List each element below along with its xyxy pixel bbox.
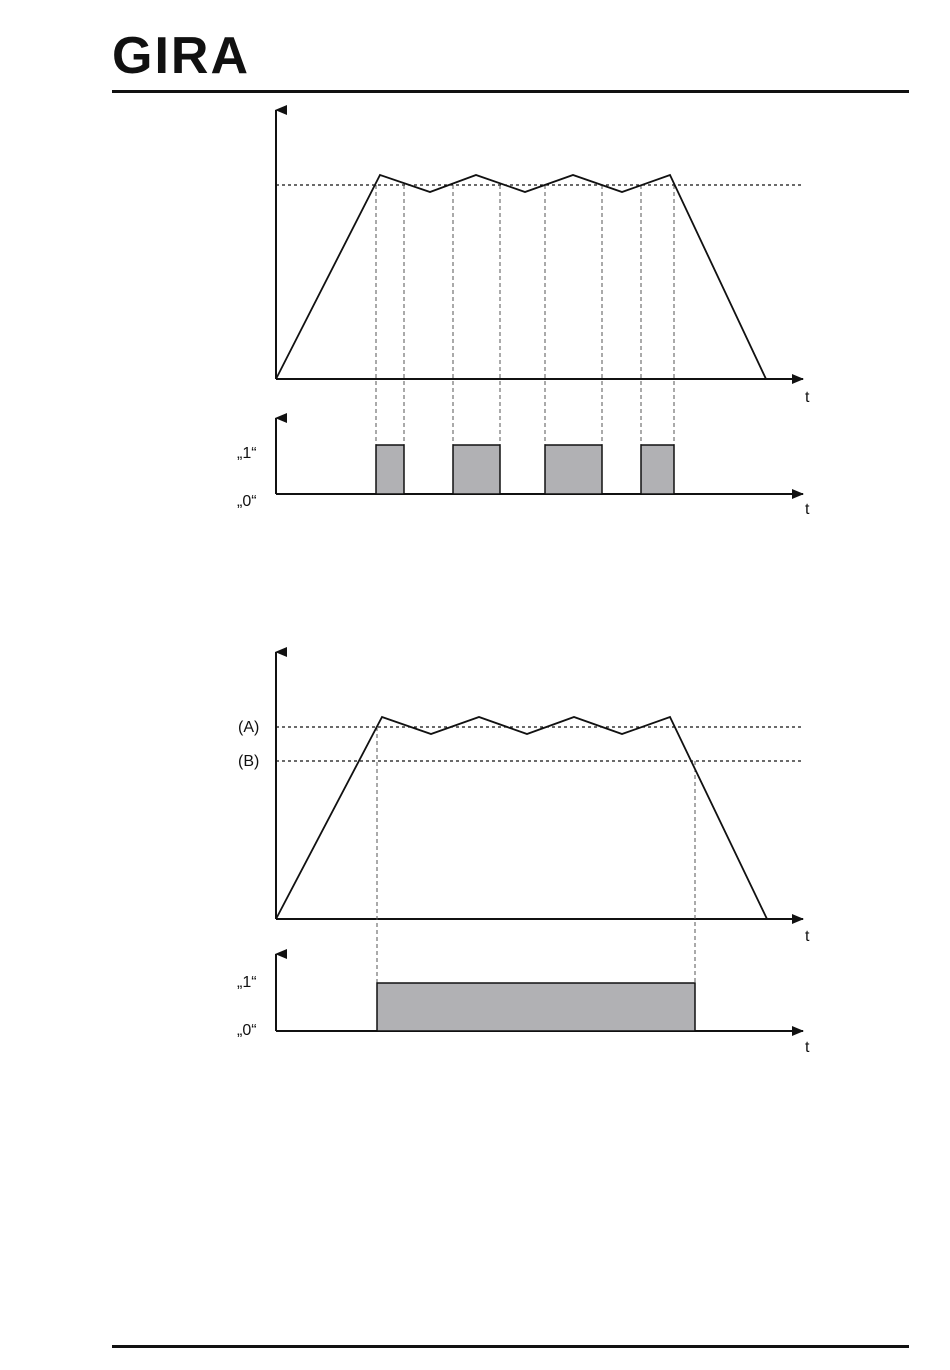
d2-label-high: „1“ — [237, 974, 257, 991]
diagram-2 — [237, 652, 810, 1056]
d1-guide-lines — [376, 185, 674, 445]
d2-guide-lines — [377, 727, 695, 983]
d1-label-high: „1“ — [237, 445, 257, 462]
d2-binary-t-label: t — [805, 1039, 810, 1056]
d1-binary-t-label: t — [805, 501, 810, 518]
d1-pulse — [453, 445, 500, 494]
d1-pulse — [641, 445, 674, 494]
gira-logo: GIRA — [112, 27, 250, 85]
d2-analog-signal — [276, 717, 767, 919]
d2-pulse — [377, 983, 695, 1031]
d2-threshold-a-label: (A) — [238, 719, 260, 736]
diagram-1 — [237, 110, 810, 518]
d1-pulse — [545, 445, 602, 494]
d1-pulse — [376, 445, 404, 494]
d1-analog-t-label: t — [805, 389, 810, 406]
d2-threshold-b-label: (B) — [238, 753, 260, 770]
d1-analog-signal — [276, 175, 766, 379]
d2-analog-t-label: t — [805, 928, 810, 945]
d1-label-low: „0“ — [237, 493, 257, 510]
footer-rule — [112, 1345, 909, 1348]
d2-label-low: „0“ — [237, 1022, 257, 1039]
